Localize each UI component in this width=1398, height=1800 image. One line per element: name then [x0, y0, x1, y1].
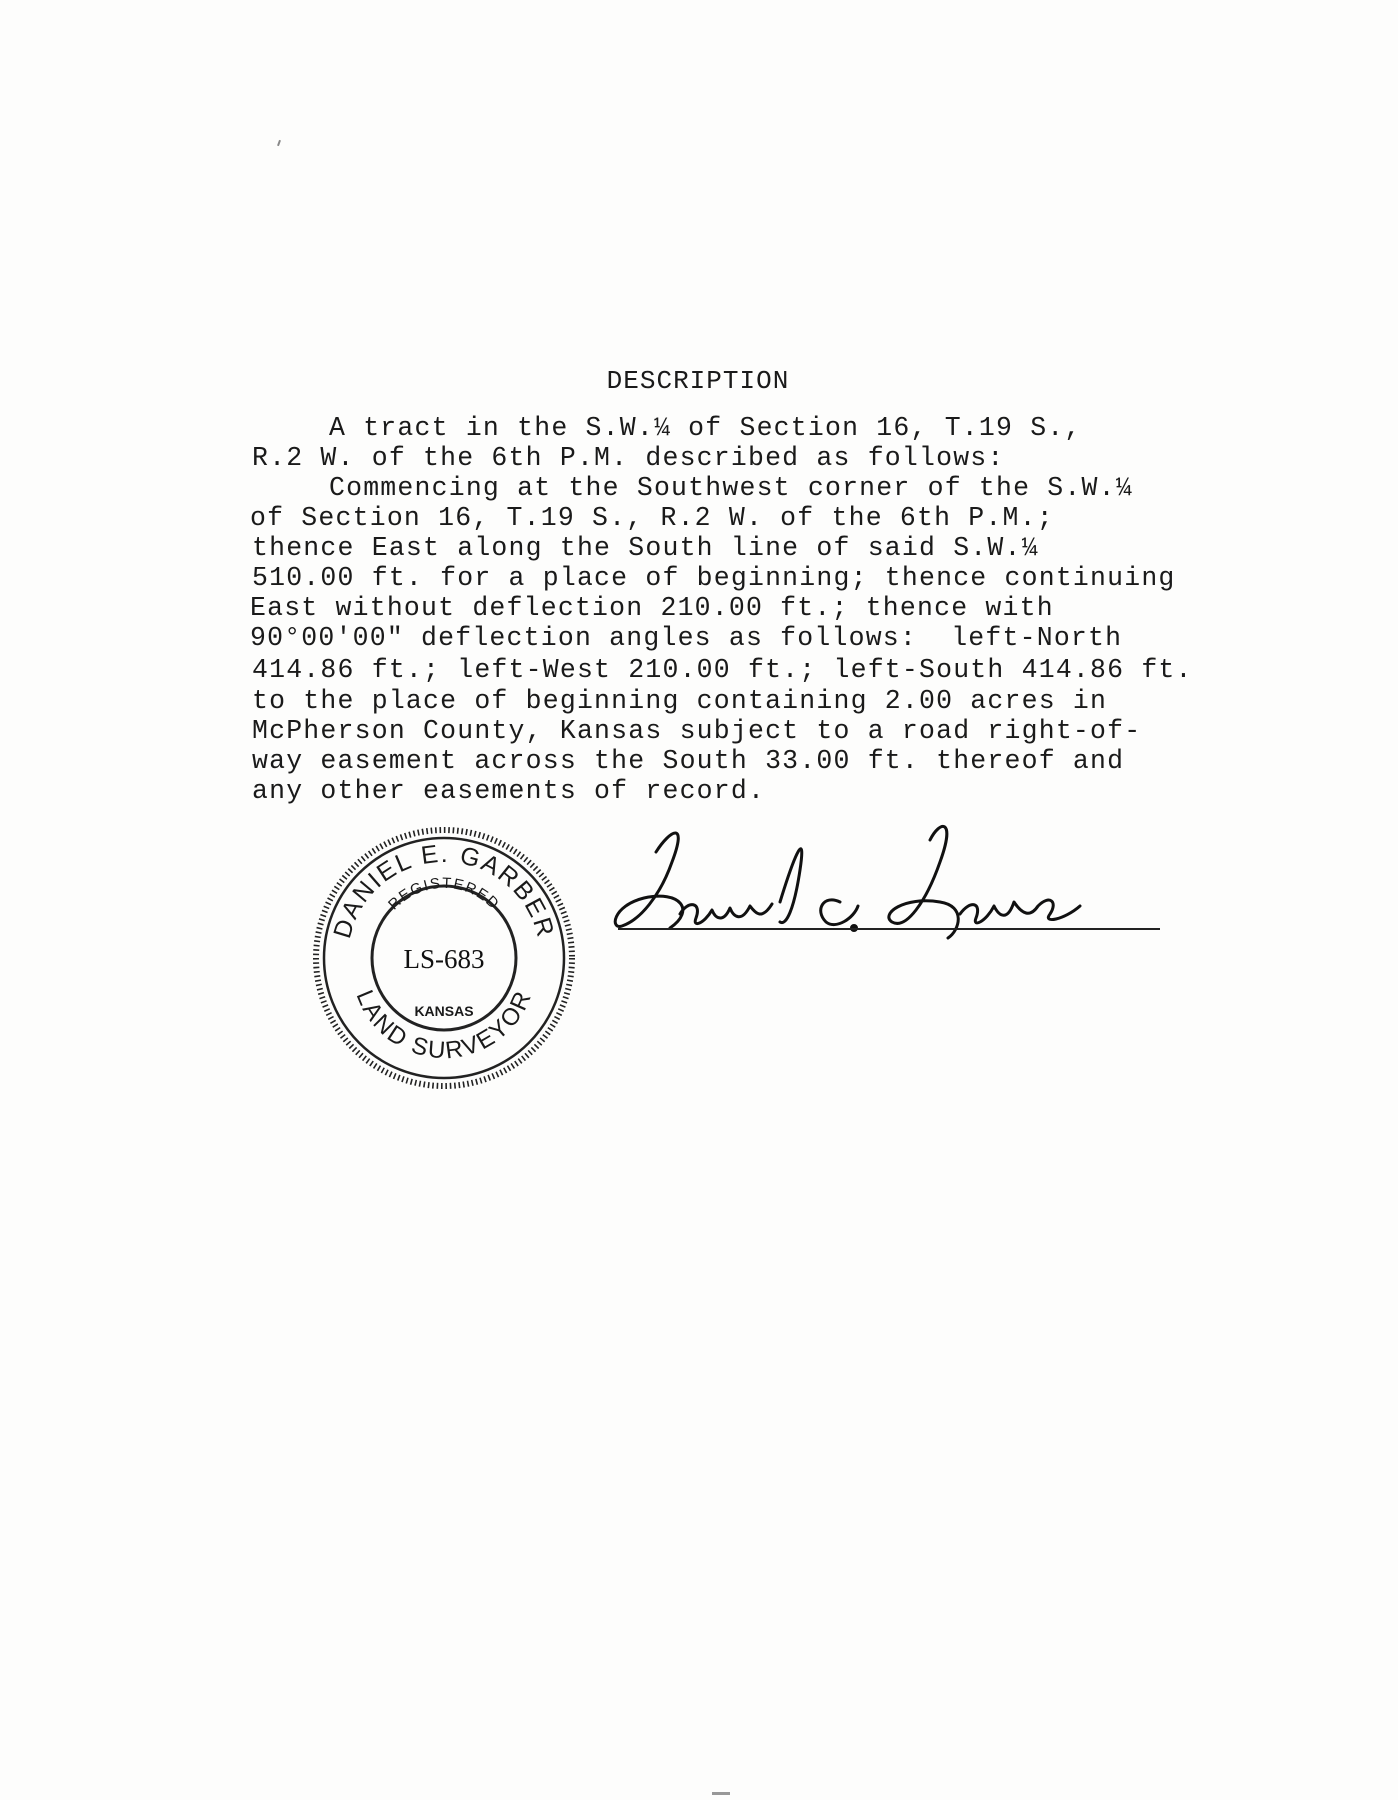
description-line-8: 90°00'00" deflection angles as follows: left-North: [250, 623, 1123, 653]
scan-speck: [712, 1792, 730, 1795]
description-line-11: McPherson County, Kansas subject to a road right-of-: [252, 716, 1142, 746]
signature-image: [610, 810, 1170, 970]
signature-text: Daniel E. Garber: [610, 810, 620, 811]
signature-line: [618, 928, 1160, 930]
description-line-7: East without deflection 210.00 ft.; thence with: [250, 593, 1054, 623]
seal-registered: REGISTERED: [385, 874, 503, 914]
description-line-3: Commencing at the Southwest corner of the S.W.¼: [329, 473, 1133, 503]
seal-profession: LAND SURVEYOR: [350, 985, 538, 1065]
description-line-12: way easement across the South 33.00 ft. thereof and: [252, 746, 1125, 776]
scan-mark: [277, 140, 281, 146]
seal-name: DANIEL E. GARBER: [328, 839, 560, 942]
description-line-5: thence East along the South line of said S.W.¼: [252, 533, 1039, 563]
description-line-10: to the place of beginning containing 2.00 acres in: [252, 686, 1108, 716]
document-title: DESCRIPTION: [606, 366, 790, 396]
description-line-6: 510.00 ft. for a place of beginning; thence continuing: [252, 563, 1176, 593]
description-line-13: any other easements of record.: [252, 776, 766, 806]
description-line-1: A tract in the S.W.¼ of Section 16, T.19 S.,: [329, 413, 1082, 443]
surveyor-seal: [312, 826, 576, 1090]
description-line-2: R.2 W. of the 6th P.M. described as follows:: [252, 443, 1005, 473]
description-line-4: of Section 16, T.19 S., R.2 W. of the 6th P.M.;: [250, 503, 1054, 533]
seal-license: LS-683: [403, 944, 485, 974]
description-line-9: 414.86 ft.; left-West 210.00 ft.; left-South 414.86 ft.: [252, 655, 1193, 685]
seal-state: KANSAS: [414, 1003, 474, 1019]
